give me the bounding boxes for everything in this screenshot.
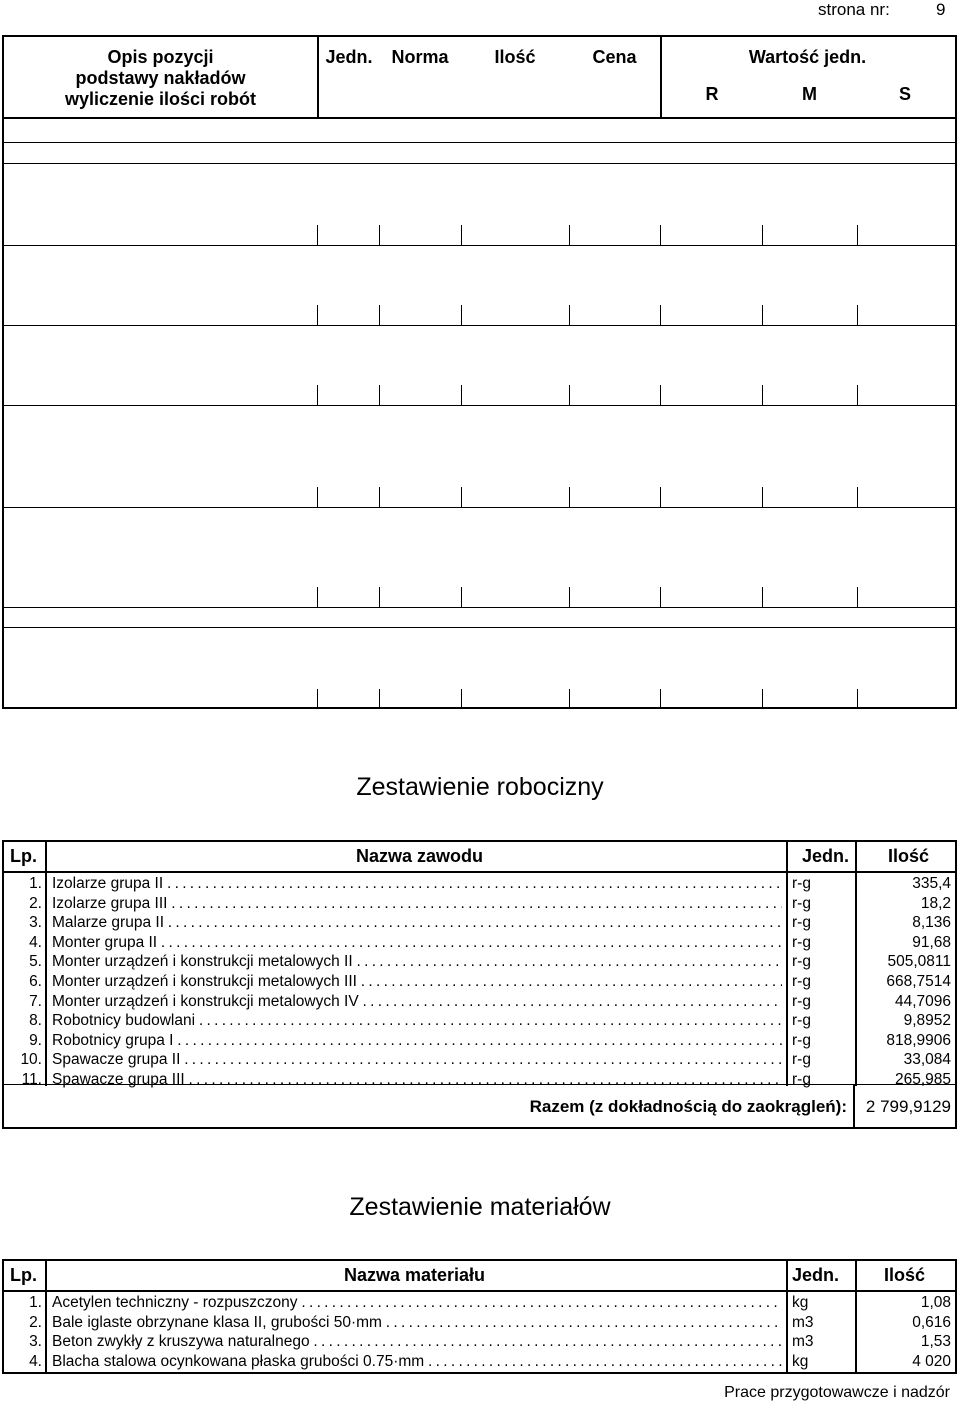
row-name: Bale iglaste obrzynane klasa II, grubości 50·mm . . . xyxy=(52,1313,782,1333)
row-lp: 1. xyxy=(29,875,42,892)
column-tick xyxy=(762,305,763,325)
table-row xyxy=(4,913,955,933)
row-qty: 668,7514 xyxy=(886,973,951,990)
materials-header-name: Nazwa materiału xyxy=(344,1265,486,1285)
labour-total-value: 2 799,9129 xyxy=(865,1097,951,1116)
materials-header-unit: Jedn. xyxy=(792,1265,840,1285)
row-name: Spawacze grupa II . . . xyxy=(52,1050,782,1070)
table-row xyxy=(4,874,955,894)
column-tick xyxy=(569,385,570,405)
cost-row-line xyxy=(4,507,955,508)
header-value: Wartość jedn. xyxy=(748,47,867,67)
column-tick xyxy=(660,305,661,325)
cost-row-line xyxy=(4,142,955,143)
row-lp: 2. xyxy=(29,1313,42,1331)
cost-row-line xyxy=(4,627,955,628)
labour-table xyxy=(2,840,957,1129)
column-tick xyxy=(857,305,858,325)
row-qty: 335,4 xyxy=(912,875,951,892)
row-lp: 3. xyxy=(29,1333,42,1351)
column-tick xyxy=(461,225,462,245)
row-unit: r-g xyxy=(792,973,811,990)
row-name: Blacha stalowa ocynkowana płaska grubości 0.75·mm . . . xyxy=(52,1352,782,1372)
header-r: R xyxy=(705,84,719,104)
table-row xyxy=(4,1313,955,1333)
column-tick xyxy=(660,487,661,507)
column-tick xyxy=(857,487,858,507)
row-lp: 3. xyxy=(29,914,42,932)
row-name: Robotnicy grupa I . . . xyxy=(52,1031,782,1051)
row-lp: 9. xyxy=(29,1031,42,1049)
row-qty: 0,616 xyxy=(912,1313,951,1331)
row-qty: 1,53 xyxy=(920,1333,951,1351)
column-tick xyxy=(317,385,318,405)
row-name: Monter urządzeń i konstrukcji metalowych III . . . xyxy=(52,972,782,992)
table-row xyxy=(4,1011,955,1031)
column-tick xyxy=(569,487,570,507)
column-tick xyxy=(762,689,763,709)
row-unit: m3 xyxy=(792,1333,814,1351)
cost-row-line xyxy=(4,607,955,608)
column-tick xyxy=(461,587,462,607)
column-tick xyxy=(461,487,462,507)
column-tick xyxy=(379,225,380,245)
row-unit: kg xyxy=(792,1294,809,1311)
row-unit: r-g xyxy=(792,875,811,892)
column-tick xyxy=(762,487,763,507)
row-unit: r-g xyxy=(792,1031,811,1049)
column-tick xyxy=(660,587,661,607)
column-tick xyxy=(317,689,318,709)
page-number-block xyxy=(740,0,950,22)
header-norm: Norma xyxy=(391,47,449,67)
table-row xyxy=(4,1050,955,1070)
materials-header-lp: Lp. xyxy=(10,1265,37,1285)
table-row xyxy=(4,972,955,992)
column-tick xyxy=(569,305,570,325)
header-price: Cena xyxy=(592,47,637,67)
row-qty: 505,0811 xyxy=(887,953,951,971)
cost-row-line xyxy=(4,245,955,246)
table-row xyxy=(4,1031,955,1051)
column-tick xyxy=(379,305,380,325)
row-name: Robotnicy budowlani . . . xyxy=(52,1011,782,1031)
row-qty: 44,7096 xyxy=(894,992,951,1010)
row-qty: 9,8952 xyxy=(903,1012,951,1030)
column-tick xyxy=(461,385,462,405)
row-name: Izolarze grupa III . . . xyxy=(52,894,782,914)
row-name: Monter grupa II . . . xyxy=(52,933,782,953)
materials-table xyxy=(2,1259,957,1374)
cost-row-line xyxy=(4,325,955,326)
cost-table-header xyxy=(4,37,955,119)
header-qty: Ilość xyxy=(494,47,536,67)
row-qty: 8,136 xyxy=(912,914,951,932)
cost-row-line xyxy=(4,163,955,164)
header-s: S xyxy=(898,84,911,104)
column-tick xyxy=(379,689,380,709)
column-tick xyxy=(569,587,570,607)
labour-total xyxy=(4,1084,955,1129)
table-row xyxy=(4,1293,955,1313)
row-unit: r-g xyxy=(792,894,811,912)
row-lp: 4. xyxy=(29,933,42,951)
labour-total-label: Razem (z dokładnością do zaokrągleń): xyxy=(529,1097,847,1116)
table-row xyxy=(4,1352,955,1372)
labour-header-lp: Lp. xyxy=(10,846,37,866)
cost-table xyxy=(2,35,957,709)
row-qty: 265,985 xyxy=(894,1071,951,1088)
row-unit: m3 xyxy=(792,1313,814,1331)
labour-title: Zestawienie robocizny xyxy=(356,773,604,801)
row-name: Acetylen techniczny - rozpuszczony . . . xyxy=(52,1293,782,1313)
row-qty: 1,08 xyxy=(920,1294,951,1311)
row-lp: 2. xyxy=(29,894,42,912)
column-tick xyxy=(660,225,661,245)
page-number: 9 xyxy=(936,0,946,19)
header-desc-line2: podstawy nakładów xyxy=(75,68,246,88)
table-row xyxy=(4,992,955,1012)
column-tick xyxy=(317,225,318,245)
row-unit: r-g xyxy=(792,1012,811,1030)
row-qty: 33,084 xyxy=(903,1051,951,1069)
column-tick xyxy=(317,305,318,325)
row-lp: 6. xyxy=(29,973,42,990)
page-number-label: strona nr: xyxy=(818,0,890,19)
column-tick xyxy=(317,487,318,507)
table-row xyxy=(4,1332,955,1352)
column-tick xyxy=(762,385,763,405)
row-unit: r-g xyxy=(792,933,811,951)
column-tick xyxy=(461,689,462,709)
cost-row-line xyxy=(4,405,955,406)
row-unit: r-g xyxy=(792,1071,811,1088)
column-tick xyxy=(762,225,763,245)
column-tick xyxy=(569,225,570,245)
column-tick xyxy=(569,689,570,709)
row-lp: 8. xyxy=(29,1012,42,1030)
column-tick xyxy=(857,225,858,245)
table-row xyxy=(4,894,955,914)
column-tick xyxy=(857,587,858,607)
column-tick xyxy=(762,587,763,607)
row-lp: 7. xyxy=(29,992,42,1010)
materials-title: Zestawienie materiałów xyxy=(349,1193,611,1221)
column-tick xyxy=(379,587,380,607)
row-name: Monter urządzeń i konstrukcji metalowych II . . . xyxy=(52,952,782,972)
column-tick xyxy=(461,305,462,325)
row-qty: 18,2 xyxy=(920,894,951,912)
column-tick xyxy=(660,689,661,709)
row-name: Beton zwykły z kruszywa naturalnego . . . xyxy=(52,1332,782,1352)
row-name: Spawacze grupa III . . . xyxy=(52,1070,782,1090)
row-lp: 5. xyxy=(29,953,42,971)
table-row xyxy=(4,952,955,972)
labour-header-name: Nazwa zawodu xyxy=(356,846,484,866)
row-name: Monter urządzeń i konstrukcji metalowych IV . . . xyxy=(52,992,782,1012)
labour-header-qty: Ilość xyxy=(888,846,930,866)
row-unit: r-g xyxy=(792,953,811,971)
column-tick xyxy=(857,689,858,709)
row-name: Izolarze grupa II . . . xyxy=(52,874,782,894)
materials-table-header xyxy=(4,1261,955,1292)
row-name: Malarze grupa II . . . xyxy=(52,913,782,933)
labour-header-unit: Jedn. xyxy=(802,846,850,866)
row-qty: 91,68 xyxy=(912,933,951,951)
materials-header-qty: Ilość xyxy=(884,1265,926,1285)
labour-table-header xyxy=(4,842,955,873)
column-tick xyxy=(317,587,318,607)
table-row xyxy=(4,933,955,953)
column-tick xyxy=(857,385,858,405)
row-unit: r-g xyxy=(792,1051,811,1069)
row-unit: r-g xyxy=(792,914,811,932)
header-m: M xyxy=(802,84,817,104)
row-unit: r-g xyxy=(792,992,811,1010)
row-lp: 11. xyxy=(21,1071,42,1088)
row-lp: 4. xyxy=(29,1352,42,1370)
row-lp: 10. xyxy=(20,1051,42,1069)
footer-section-name: Prace przygotowawcze i nadzór xyxy=(724,1384,950,1401)
header-desc-line3: wyliczenie ilości robót xyxy=(64,89,257,109)
column-tick xyxy=(379,385,380,405)
row-qty: 4 020 xyxy=(912,1352,951,1370)
column-tick xyxy=(660,385,661,405)
column-tick xyxy=(379,487,380,507)
row-qty: 818,9906 xyxy=(886,1031,951,1049)
row-lp: 1. xyxy=(29,1294,42,1311)
header-desc-line1: Opis pozycji xyxy=(107,47,214,67)
header-unit: Jedn. xyxy=(325,47,373,67)
row-unit: kg xyxy=(792,1352,809,1370)
